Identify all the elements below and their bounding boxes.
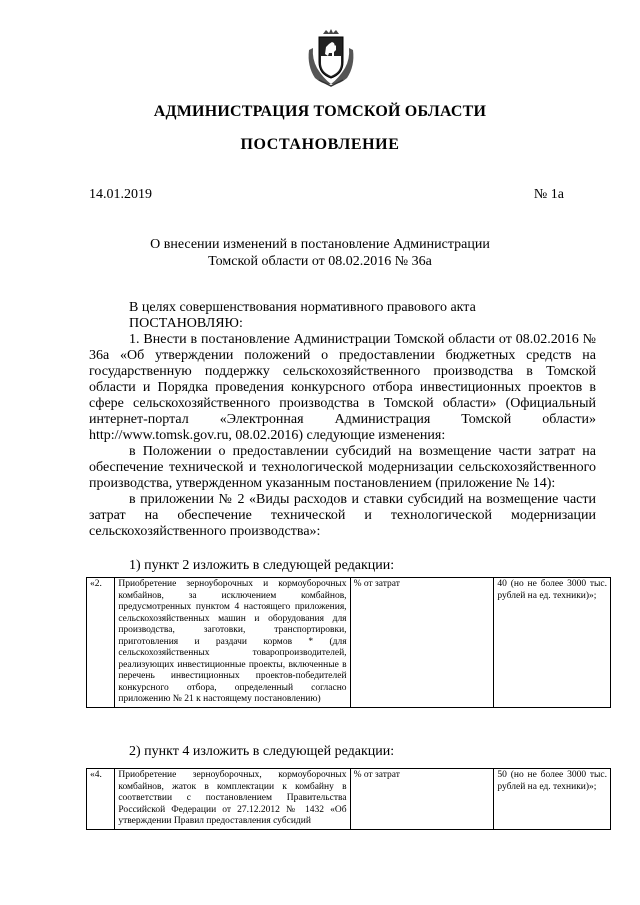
table-row — [87, 578, 611, 708]
paragraph-3: в приложении № 2 «Виды расходов и ставки субсидий на возмещение части затрат на обеспечение технической и технологической модернизации сельскохозяйственного производства»: — [89, 492, 596, 539]
item-2-heading-wrap — [89, 558, 596, 574]
item-4-heading-wrap — [89, 744, 596, 760]
document-type: ПОСТАНОВЛЕНИЕ — [240, 136, 400, 153]
subject-line-1: О внесении изменений в постановление Администрации — [150, 237, 490, 252]
tomsk-coat-of-arms-icon — [301, 28, 361, 88]
subject-line-2: Томской области от 08.02.2016 № 36а — [208, 254, 432, 269]
rate-unit: % от затрат — [350, 769, 494, 830]
paragraph-1: 1. Внести в постановление Администрации Томской области от 08.02.2016 № 36а «Об утверждении положений о предоставлении бюджетных средств на государственную поддержку сельскохозяйственного производства в Томской области и Порядка проведения конкурсного отбора инвестиционных проектов в сфере сельскохозяйственного производства в Томской области» (Официальный интернет-портал «Электронная Администрация Томской области» http://www.tomsk.gov.ru, 08.02.2016) следующие изменения: — [89, 332, 596, 443]
item-2-heading: 1) пункт 2 изложить в следующей редакции: — [129, 558, 395, 573]
decree-word: ПОСТАНОВЛЯЮ: — [129, 316, 243, 331]
rate-unit: % от затрат — [350, 578, 494, 708]
expense-description: Приобретение зерноуборочных, кормоуборочных комбайнов, жаток в комплектации к комбайну в соответствии с постановлением Правительства Российской Федерации от 27.12.2012 № 1432 «Об утверждении Правил предоставления субсидий — [115, 769, 350, 830]
intro-paragraph: В целях совершенствования нормативного правового акта — [129, 300, 476, 315]
expense-description: Приобретение зерноуборочных и кормоуборочных комбайнов, за исключением комбайнов, предусмотренных пунктом 4 настоящего приложения, сельскохозяйственных машин и оборудования для производства, заготовки, транспортировки, приготовления и раздачи кормов * (для сельскохозяйственных товаропроизводителей, реализующих инвестиционные проекты, включенные в перечень инвестиционных проектов-победителей конкурсного отбора, определенный согласно приложению № 21 к настоящему постановлению) — [115, 578, 350, 708]
amendment-table-2 — [86, 768, 611, 830]
document-number: № 1а — [533, 187, 564, 202]
table-row — [87, 769, 611, 830]
organization-title: АДМИНИСТРАЦИЯ ТОМСКОЙ ОБЛАСТИ — [153, 103, 487, 120]
item-4-heading: 2) пункт 4 изложить в следующей редакции: — [129, 744, 395, 759]
amendment-table-1 — [86, 577, 611, 708]
document-body — [89, 300, 596, 540]
document-date: 14.01.2019 — [89, 187, 152, 202]
paragraph-2: в Положении о предоставлении субсидий на возмещение части затрат на обеспечение технической и технологической модернизации сельскохозяйственного производства, утвержденном указанным постановлением (приложение № 14): — [89, 444, 596, 491]
subsidy-rate: 50 (но не более 3000 тыс. рублей на ед. техники)»; — [494, 769, 611, 830]
row-number: «2. — [87, 578, 115, 708]
document-subject — [0, 236, 640, 270]
subsidy-rate: 40 (но не более 3000 тыс. рублей на ед. техники)»; — [494, 578, 611, 708]
row-number: «4. — [87, 769, 115, 830]
